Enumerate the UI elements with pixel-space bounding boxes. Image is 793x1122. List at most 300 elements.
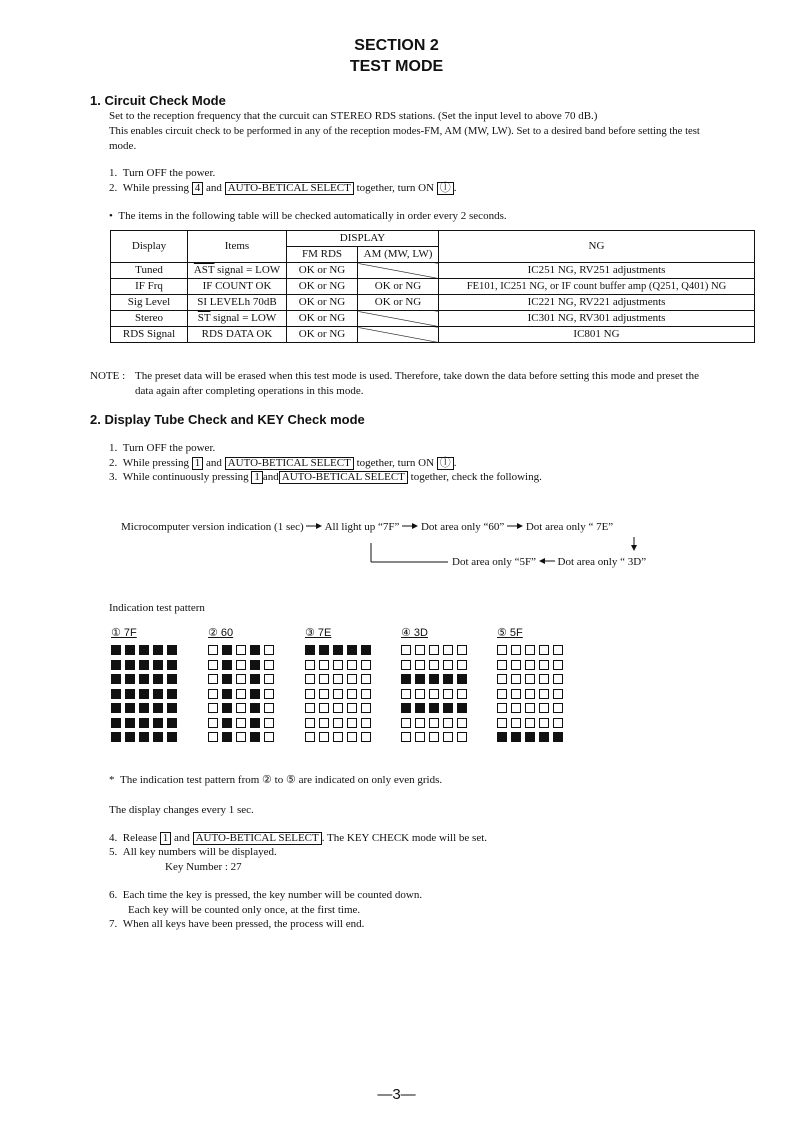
s3-step-4 [109,831,487,846]
step-number: 5. [109,846,118,858]
dot-on [139,718,149,728]
item-text: signal = LOW [214,264,281,276]
arrow-right-icon [507,521,523,533]
dot-off [553,660,563,670]
dot-off [361,703,371,713]
dot-on [167,660,177,670]
dot-on [167,689,177,699]
s1-step-1 [109,166,215,181]
and-text: and [206,182,222,194]
dot-off [443,718,453,728]
dot-on [333,645,343,655]
s2-step-2 [109,456,457,471]
note-label: NOTE : [90,370,126,382]
pattern-3d [401,626,467,742]
dot-off [511,718,521,728]
dot-off [264,689,274,699]
dot-off [347,718,357,728]
pattern-title: Indication test pattern [109,602,205,614]
dot-on [401,703,411,713]
dot-off [497,689,507,699]
pattern-label: ③ 7E [305,627,332,639]
cell-items [188,311,287,327]
pattern-label: ① 7F [111,627,137,639]
cell-items [188,295,287,311]
step-text: Release [122,832,157,844]
flow-step-7e: Dot area only “ 7E” [525,521,614,533]
dot-off [305,660,315,670]
bullet-icon: • [109,210,113,222]
dot-on [250,718,260,728]
dot-off [208,732,218,742]
table-row [111,327,755,343]
page-number: —3— [377,1086,416,1103]
step-text: together, turn ON [356,457,435,469]
auto-betical-select-box: AUTO-BETICAL SELECT [279,471,408,484]
dot-off [443,660,453,670]
s1-bullet [109,209,507,224]
dot-off [415,718,425,728]
dot-off [236,660,246,670]
dot-off [347,674,357,684]
flow-step-version: Microcomputer version indication (1 sec) [121,521,304,533]
dot-on [111,703,121,713]
dot-off [525,645,535,655]
dot-off [208,645,218,655]
pattern-footnote [109,773,442,788]
dot-on [167,718,177,728]
dot-off [457,732,467,742]
item-text: RDS DATA OK [201,328,273,340]
dot-off [208,660,218,670]
cell-fm: OK or NG [287,263,358,279]
and-text: and [206,457,222,469]
and-text: and [173,832,190,844]
dot-off [497,645,507,655]
cell-ng: IC251 NG, RV251 adjustments [439,263,755,279]
cell-am-na [358,263,439,279]
cell-am: OK or NG [358,279,439,295]
dot-off [347,703,357,713]
step-text: Turn OFF the power. [122,442,216,454]
arrow-left-icon [539,556,555,568]
step-text: Each time the key is pressed, the key number will be counted down. [122,889,423,901]
dot-off [553,703,563,713]
cell-items [188,263,287,279]
auto-betical-select-box: AUTO-BETICAL SELECT [225,457,354,470]
dot-on [139,703,149,713]
dot-off [525,689,535,699]
key-1-box: 1 [160,832,172,845]
step-end: . [453,182,457,194]
dot-off [525,674,535,684]
step-text: While pressing [122,457,190,469]
dot-on [457,703,467,713]
pattern-7f [111,626,177,742]
dot-off [236,645,246,655]
s3-step-7 [109,917,364,932]
dot-off [361,660,371,670]
item-text: signal = LOW [210,312,277,324]
pattern-60 [208,626,274,742]
dot-off [361,674,371,684]
dot-on [222,718,232,728]
step-number: 1. [109,167,118,179]
s2-step-3 [109,470,542,485]
dot-off [361,689,371,699]
dot-off [347,689,357,699]
power-icon: ⓛ [437,182,454,195]
dot-off [539,703,549,713]
dot-off [319,674,329,684]
dot-off [429,660,439,670]
dot-on [139,645,149,655]
intro-line-1: Set to the reception frequency that the curcuit can STEREO RDS stations. (Set the input level to above 70 dB.) [109,110,598,122]
dot-off [553,674,563,684]
dot-on [125,689,135,699]
dot-off [236,689,246,699]
dot-off [511,645,521,655]
dot-on [153,718,163,728]
dot-off [319,732,329,742]
dot-off [319,718,329,728]
dot-off [319,660,329,670]
dot-off [415,732,425,742]
dot-on [125,703,135,713]
step-end: . [453,457,457,469]
dot-on [153,732,163,742]
dot-off [443,689,453,699]
dot-off [525,660,535,670]
step-text: While pressing [122,182,190,194]
pattern-5f [497,626,563,742]
dot-on [429,674,439,684]
page-title: TEST MODE [349,58,444,75]
dot-off [457,645,467,655]
dot-off [264,732,274,742]
dot-on [222,732,232,742]
dot-matrix [497,645,563,742]
step-number: 1. [109,442,118,454]
dot-on [415,703,425,713]
th-am: AM (MW, LW) [358,247,439,263]
dot-off [497,674,507,684]
dot-off [208,718,218,728]
section-label: SECTION 2 [354,37,439,54]
step-text: together, check the following. [410,471,542,483]
dot-off [347,732,357,742]
flow-step-60: Dot area only “60” [420,521,505,533]
dot-on [222,703,232,713]
dot-off [553,689,563,699]
note-line-2: data again after completing operations in this mode. [135,385,364,397]
dot-on [167,732,177,742]
dot-off [553,718,563,728]
dot-on [553,732,563,742]
arrow-right-icon [306,521,322,533]
step-text: Turn OFF the power. [122,167,216,179]
dot-on [250,689,260,699]
dot-off [236,732,246,742]
dot-off [333,660,343,670]
dot-off [333,732,343,742]
dot-on [222,689,232,699]
dot-off [497,718,507,728]
dot-on [111,674,121,684]
dot-off [264,674,274,684]
item-text: IF COUNT OK [202,280,272,292]
dot-matrix [401,645,467,742]
step-text: All key numbers will be displayed. [122,846,277,858]
pattern-label: ⑤ 5F [497,627,523,639]
dot-on [525,732,535,742]
s3-step-6-cont: Each key will be counted only once, at the first time. [128,904,361,916]
dot-off [401,645,411,655]
dot-off [347,660,357,670]
dot-off [264,660,274,670]
dot-on [125,718,135,728]
cell-display: RDS Signal [111,327,188,343]
cell-ng: IC301 NG, RV301 adjustments [439,311,755,327]
step-number: 7. [109,918,118,930]
dot-on [319,645,329,655]
dot-on [457,674,467,684]
dot-on [250,674,260,684]
dot-off [361,732,371,742]
th-ng: NG [439,231,755,263]
dot-on [361,645,371,655]
dot-off [511,660,521,670]
cell-display: IF Frq [111,279,188,295]
dot-on [167,645,177,655]
cell-display: Tuned [111,263,188,279]
arrow-right-icon [402,521,418,533]
key-4-box: 4 [192,182,204,195]
step-number: 4. [109,832,118,844]
dot-matrix [208,645,274,742]
dot-matrix [305,645,371,742]
dot-on [250,660,260,670]
dot-off [553,645,563,655]
dot-on [153,689,163,699]
cell-ng: IC221 NG, RV221 adjustments [439,295,755,311]
cell-fm: OK or NG [287,279,358,295]
dot-off [511,689,521,699]
item-overline: $\overline{AST}$ [193,264,215,276]
dot-off [429,718,439,728]
dot-off [525,718,535,728]
dot-off [361,718,371,728]
display-changes-text: The display changes every 1 sec. [109,804,254,816]
th-fm-rds: FM RDS [287,247,358,263]
dot-on [153,674,163,684]
dot-on [429,703,439,713]
cell-items [188,327,287,343]
dot-on [222,645,232,655]
dot-on [139,660,149,670]
dot-on [415,674,425,684]
flow-step-5f: Dot area only “5F” [452,556,536,568]
dot-on [443,674,453,684]
table-row [111,279,755,295]
dot-off [333,718,343,728]
dot-off [208,689,218,699]
flow-step-3d: Dot area only “ 3D” [557,556,647,568]
auto-betical-select-box: AUTO-BETICAL SELECT [193,832,322,845]
dot-on [111,718,121,728]
cell-display: Stereo [111,311,188,327]
dot-on [511,732,521,742]
dot-off [305,732,315,742]
cell-ng: IC801 NG [439,327,755,343]
step-text: While continuously pressing [122,471,249,483]
dot-on [125,732,135,742]
dot-off [539,645,549,655]
cell-fm: OK or NG [287,295,358,311]
step-text: . The KEY CHECK mode will be set. [321,832,488,844]
dot-off [208,674,218,684]
flow-step-7f: All light up “7F” [324,521,400,533]
dot-off [333,674,343,684]
dot-off [429,732,439,742]
dot-off [415,645,425,655]
cell-ng: FE101, IC251 NG, or IF count buffer amp (Q251, Q401) NG [439,279,755,295]
intro-line-3: mode. [109,140,137,152]
dot-off [401,660,411,670]
auto-betical-select-box: AUTO-BETICAL SELECT [225,182,354,195]
dot-on [139,732,149,742]
dot-on [125,645,135,655]
dot-on [250,645,260,655]
dot-on [125,674,135,684]
dot-on [125,660,135,670]
dot-off [305,674,315,684]
asterisk-icon: * [109,774,115,786]
dot-on [167,703,177,713]
dot-off [401,718,411,728]
step-number: 2. [109,457,118,469]
step-text: together, turn ON [356,182,435,194]
key-number-readout: Key Number : 27 [165,861,242,873]
pattern-label: ② 60 [208,627,234,639]
check-table [110,230,755,343]
step-number: 6. [109,889,118,901]
dot-off [443,645,453,655]
dot-on [443,703,453,713]
dot-off [539,718,549,728]
dot-on [153,660,163,670]
dot-off [415,660,425,670]
dot-off [443,732,453,742]
intro-line-2: This enables circuit check to be performed in any of the reception modes-FM, AM (MW, LW). Set to a desired band before setting the test [109,125,700,137]
dot-on [167,674,177,684]
dot-on [111,732,121,742]
dot-off [511,703,521,713]
and-text: and [262,471,279,483]
step-number: 3. [109,471,118,483]
flow-row-1 [121,521,613,533]
dot-on [539,732,549,742]
dot-off [457,660,467,670]
dot-on [153,645,163,655]
cell-am-na [358,311,439,327]
table-row [111,295,755,311]
cell-fm: OK or NG [287,327,358,343]
dot-on [111,689,121,699]
dot-off [511,674,521,684]
note-line-1: The preset data will be erased when this test mode is used. Therefore, take down the data before setting this mode and preset the [135,370,699,382]
dot-on [111,645,121,655]
dot-off [305,718,315,728]
dot-off [236,703,246,713]
th-display-group: DISPLAY [287,231,439,247]
cell-fm: OK or NG [287,311,358,327]
item-overline: $\overline{ST}$ [197,312,211,324]
dot-on [305,645,315,655]
dot-off [539,674,549,684]
dot-off [319,689,329,699]
dot-matrix [111,645,177,742]
dot-off [208,703,218,713]
s2-step-1 [109,441,215,456]
key-1-box: 1 [251,471,263,484]
dot-off [264,718,274,728]
dot-off [305,689,315,699]
dot-on [222,660,232,670]
th-display: Display [111,231,188,263]
step-text: When all keys have been pressed, the process will end. [122,918,365,930]
dot-on [111,660,121,670]
dot-on [222,674,232,684]
th-items: Items [188,231,287,263]
pattern-7e [305,626,371,742]
flow-row-2 [452,556,646,568]
cell-am-na [358,327,439,343]
dot-off [429,645,439,655]
dot-on [401,674,411,684]
dot-on [250,732,260,742]
dot-off [333,703,343,713]
dot-off [497,703,507,713]
dot-off [236,674,246,684]
dot-off [457,689,467,699]
dot-on [139,674,149,684]
table-row [111,263,755,279]
dot-on [250,703,260,713]
dot-off [457,718,467,728]
dot-off [236,718,246,728]
circuit-check-heading: 1. Circuit Check Mode [90,93,226,108]
dot-off [319,703,329,713]
item-text: SI LEVELh 70dB [197,296,277,308]
cell-items [188,279,287,295]
dot-off [401,732,411,742]
dot-off [401,689,411,699]
dot-off [305,703,315,713]
dot-on [347,645,357,655]
dot-off [333,689,343,699]
dot-off [264,703,274,713]
dot-on [153,703,163,713]
dot-off [429,689,439,699]
display-check-heading: 2. Display Tube Check and KEY Check mode [90,412,365,427]
dot-off [525,703,535,713]
s3-step-5 [109,845,277,860]
dot-on [497,732,507,742]
cell-am: OK or NG [358,295,439,311]
key-1-box: 1 [192,457,204,470]
dot-off [539,660,549,670]
